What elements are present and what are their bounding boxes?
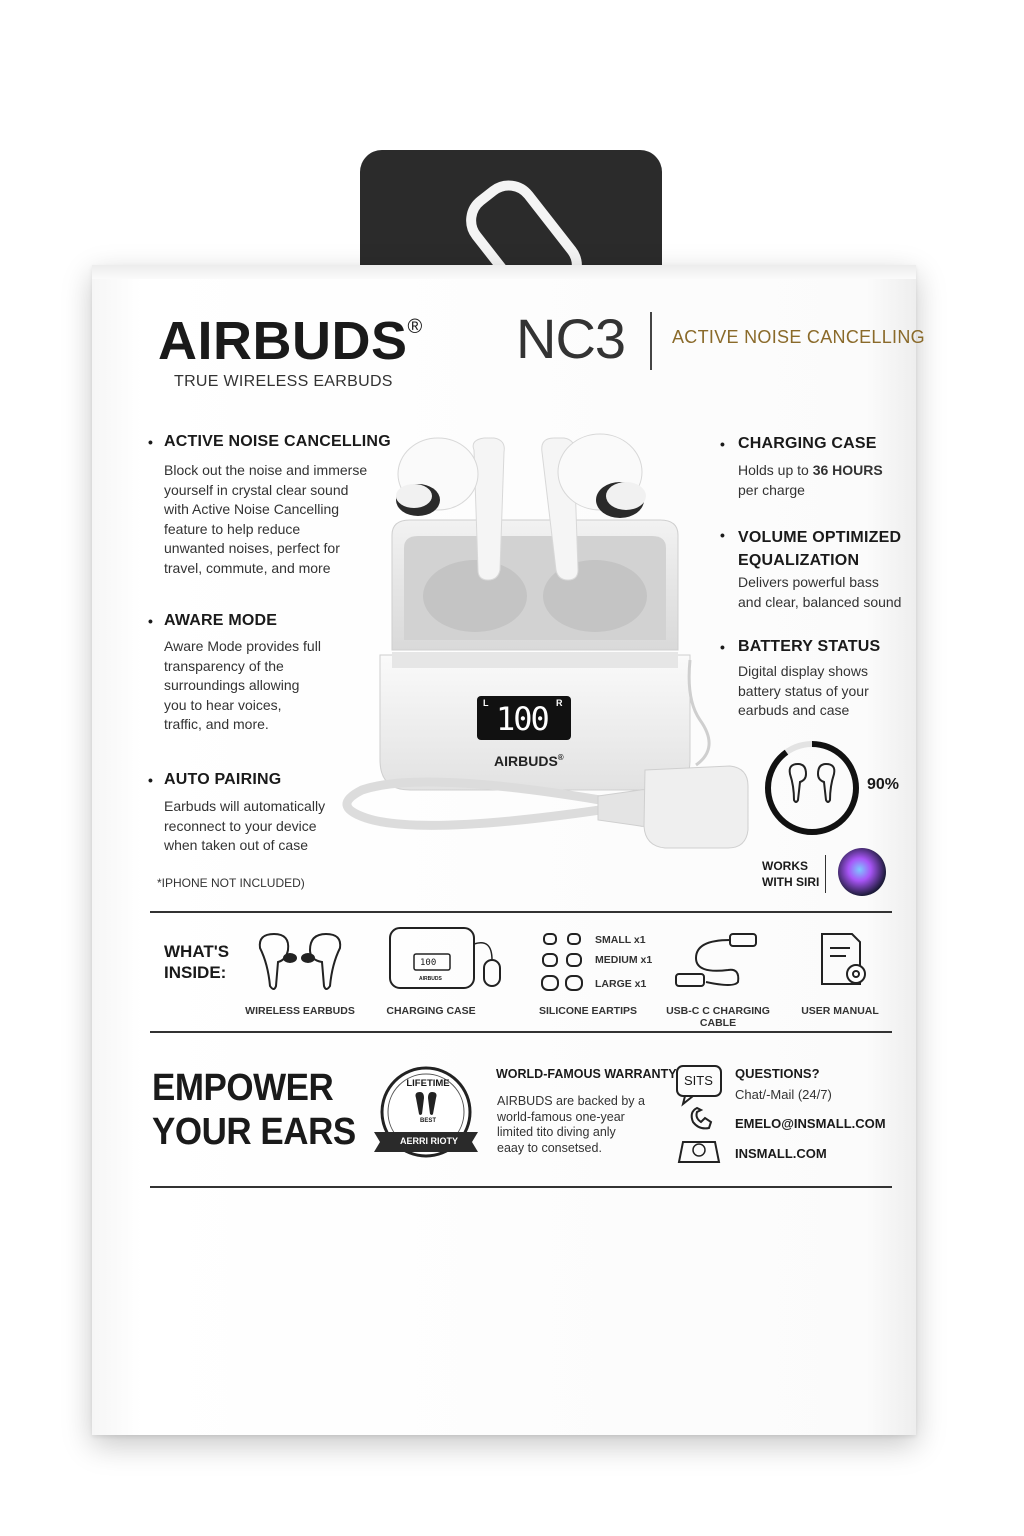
- questions-title: QUESTIONS?: [735, 1066, 820, 1081]
- feature-desc: Block out the noise and immerse yourself in crystal clear sound with Active Noise Cancelling feature to help reduce unwanted noises, perfect for travel, commute, and more: [164, 462, 368, 576]
- feature-desc: Aware Mode provides full transparency of the surroundings allowing you to hear voices, traffic, and more.: [164, 638, 321, 732]
- feature-desc: Holds up to 36 HOURS per charge: [738, 462, 883, 498]
- feature-desc: Earbuds will automatically reconnect to your device when taken out of case: [164, 798, 326, 853]
- item-label-cable: USB-C C CHARGING CABLE: [666, 1005, 770, 1029]
- earbuds-icon: [790, 764, 835, 802]
- tip-size-small: SMALL x1: [595, 934, 646, 946]
- warranty-title: WORLD-FAMOUS WARRANTY: [496, 1067, 677, 1081]
- slogan: EMPOWER YOUR EARS: [152, 1067, 356, 1153]
- bullet: •: [148, 613, 153, 629]
- feature-desc: Digital display shows battery status of your earbuds and case: [738, 663, 869, 718]
- footnote: *IPHONE NOT INCLUDED): [157, 876, 305, 890]
- item-label-earbuds: WIRELESS EARBUDS: [245, 1005, 355, 1017]
- bullet: •: [148, 434, 153, 450]
- questions-subtitle: Chat/-Mail (24/7): [735, 1087, 832, 1102]
- siri-label: WORKS WITH SIRI: [762, 859, 820, 889]
- badge-ribbon: AERRI RIOTY: [399, 1136, 458, 1146]
- feature-desc: Delivers powerful bass and clear, balanced sound: [738, 574, 902, 610]
- charging-case-icon: [388, 924, 508, 996]
- whats-inside-title: WHAT'S INSIDE:: [164, 942, 230, 982]
- phone-icon: [692, 1108, 711, 1128]
- battery-ring: [760, 736, 864, 840]
- item-label-manual: USER MANUAL: [801, 1005, 879, 1017]
- user-manual-icon: [818, 930, 872, 994]
- case-display-right: R: [556, 698, 563, 708]
- wireless-earbuds-icon: [250, 928, 360, 998]
- case-icon-brand: AIRBUDS: [419, 976, 442, 982]
- usb-cable-icon: [672, 930, 762, 994]
- feature-title: AUTO PAIRING: [164, 771, 282, 788]
- model-name: NC3: [516, 307, 626, 370]
- feature-title: CHARGING CASE: [738, 435, 877, 452]
- brand-tagline: TRUE WIRELESS EARBUDS: [174, 373, 393, 390]
- model-feature: ACTIVE NOISE CANCELLING: [672, 327, 925, 347]
- contact-website[interactable]: INSMALL.COM: [735, 1146, 827, 1161]
- battery-percent: 90%: [867, 776, 900, 793]
- siri-divider: [825, 855, 826, 893]
- badge-mid: BEST: [419, 1118, 436, 1124]
- bullet: •: [148, 772, 153, 788]
- warranty-text: AIRBUDS are backed by a world-famous one-year limited tito diving anly eaay to consetsed.: [497, 1094, 645, 1155]
- bullet: •: [720, 436, 725, 452]
- eartips-icon: [540, 930, 590, 994]
- case-brand: AIRBUDS®: [494, 753, 564, 769]
- tip-size-large: LARGE x1: [595, 978, 647, 990]
- case-cavity-left: [423, 560, 527, 632]
- bullet: •: [720, 639, 725, 655]
- contact-email[interactable]: EMELO@INSMALL.COM: [735, 1116, 886, 1131]
- section-divider: [150, 1186, 892, 1188]
- case-rim: [392, 652, 678, 668]
- case-display-left: L: [483, 698, 489, 708]
- feature-title: ACTIVE NOISE CANCELLING: [164, 433, 391, 450]
- tip-size-medium: MEDIUM x1: [595, 954, 653, 966]
- case-icon-display: 100: [420, 958, 437, 968]
- feature-title: AWARE MODE: [164, 612, 278, 629]
- section-divider: [150, 1031, 892, 1033]
- brand-logo: AIRBUDS®: [158, 311, 423, 371]
- bullet: •: [720, 527, 725, 543]
- feature-title: VOLUME OPTIMIZED EQUALIZATION: [738, 529, 902, 569]
- case-display-value: 100: [496, 700, 548, 738]
- lanyard-clip: [644, 766, 748, 848]
- badge-top: LIFETIME: [406, 1078, 450, 1089]
- item-label-case: CHARGING CASE: [386, 1005, 476, 1017]
- chat-bubble-text: SITS: [684, 1073, 713, 1088]
- siri-icon: [838, 848, 886, 896]
- feature-title: BATTERY STATUS: [738, 638, 881, 655]
- web-icon: [679, 1142, 719, 1162]
- section-divider: [150, 911, 892, 913]
- item-label-eartips: SILICONE EARTIPS: [538, 1005, 637, 1017]
